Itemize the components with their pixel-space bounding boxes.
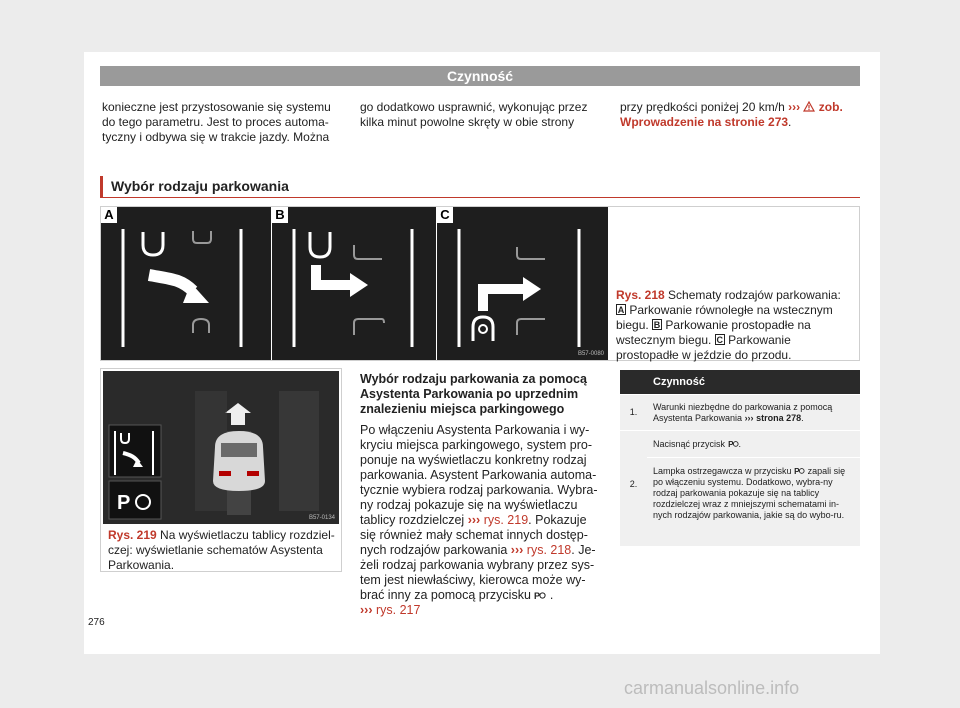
perpendicular-reverse-diagram (272, 207, 436, 360)
table-header-label: Czynność (653, 376, 705, 388)
warning-triangle-icon (803, 101, 815, 112)
step-number: 1. (629, 407, 638, 417)
key-a: A (617, 305, 625, 315)
caption-item-c: Parkowanie prostopadłe w jeździe do przodu. (616, 333, 792, 362)
panel-a (101, 207, 271, 360)
intro-end: . (788, 115, 792, 129)
steps-table (620, 370, 860, 546)
middle-paragraph (360, 423, 602, 618)
figure-219-code: B57-0134 (308, 515, 335, 521)
section-title: Wybór rodzaju parkowania (100, 176, 860, 198)
arrow-icon: ››› (360, 603, 373, 617)
parallel-parking-diagram (101, 207, 271, 360)
panel-b (272, 207, 436, 360)
panel-c (437, 207, 608, 360)
caption-item-a: Parkowanie równoległe na wstecznym biegu. (616, 303, 833, 332)
ref-219-link[interactable]: rys. 219 (483, 513, 529, 527)
intro-text: przy prędkości poniżej 20 km/h (620, 100, 785, 114)
panel-label-b: B (272, 207, 288, 223)
row2a (647, 431, 860, 457)
svg-text:P: P (794, 467, 800, 475)
table-row (620, 430, 860, 546)
row1-text: Warunki niezbędne do parkowania z pomocą Asystenta Parkowania (653, 401, 833, 423)
middle-text-1: Po włączeniu Asystenta Parkowania i wy-kryciu miejsca parkingowego, system pro-ponuje na wyświetlaczu konkretny rodzaj parkowania. Asystent Parkowania automa-tycznie wybiera rodzaj parkowania. Wybra-ny rodzaj pokazuje się na wyświetlaczu tablicy rozdzielczej (360, 423, 598, 527)
ref-217-link[interactable]: rys. 217 (375, 603, 421, 617)
arrow-icon: ››› (510, 543, 524, 557)
arrow-icon: ››› (467, 513, 481, 527)
arrow-icon: ››› (744, 412, 754, 423)
figure-219-caption (108, 528, 336, 573)
intro-column-2: go dodatkowo usprawnić, wykonując przez kilka minut powolne skręty w obie strony (360, 100, 588, 129)
middle-heading: Wybór rodzaju parkowania za pomocą Asystenta Parkowania po uprzednim znalezieniu miejsca parkingowego (360, 372, 587, 416)
figure-218-caption (616, 288, 854, 363)
row2b (647, 457, 860, 529)
table-row (620, 394, 860, 430)
intro-column-1: konieczne jest przystosowanie się systemu do tego parametru. Jest to proces automa-tyczny i odbywa się w trakcie jazdy. Można (102, 100, 331, 144)
watermark: carmanualsonline.info (624, 678, 800, 698)
row2a-end: . (738, 439, 742, 449)
key-c: C (716, 335, 723, 345)
caption-ref: Rys. 218 (616, 288, 665, 302)
intro-link[interactable]: zob. Wprowadzenie na stronie 273 (620, 100, 843, 129)
parking-button-icon (794, 466, 805, 475)
cluster-display-image (103, 371, 339, 524)
arrow-icon: ››› (788, 100, 801, 114)
caption-ref-219: Rys. 219 (108, 528, 157, 542)
middle-column (360, 372, 602, 618)
dashboard-display (103, 371, 339, 524)
svg-text:P: P (727, 440, 734, 448)
middle-text-3: . Je-żeli rodzaj parkowania wybrany przez sys-tem jest niewłaściwy, kierowca może wy-brać inny za pomocą przycisku (360, 543, 596, 602)
figure-code: B57-0080 (577, 351, 604, 357)
svg-text:P: P (117, 492, 131, 514)
svg-text:P: P (534, 591, 541, 600)
caption-item-b: Parkowanie prostopadłe na wstecznym biegu. (616, 318, 811, 347)
row1-end: . (801, 412, 804, 423)
row2a-text: Nacisnąć przycisk (653, 439, 726, 449)
caption-219-text: Na wyświetlaczu tablicy rozdziel-czej: wyświetlanie schematów Asystenta Parkowania. (108, 528, 335, 572)
caption-intro: Schematy rodzajów parkowania: (668, 288, 841, 302)
panel-label-c: C (437, 207, 453, 223)
table-header (620, 370, 860, 394)
parking-button-icon (728, 439, 739, 448)
perpendicular-forward-diagram (437, 207, 608, 360)
step-text (647, 431, 860, 546)
section-header: Czynność (100, 66, 860, 86)
parking-button-icon (534, 590, 546, 600)
row2b-pre: Lampka ostrzegawcza w przycisku (653, 466, 792, 476)
section-divider (100, 197, 860, 198)
step-number: 2. (629, 479, 638, 489)
key-b: B (653, 320, 661, 330)
intro-column-3 (620, 100, 860, 130)
middle-text-end: . (549, 588, 554, 602)
step-text (647, 402, 860, 424)
page-number: 276 (88, 617, 105, 628)
row2b-post: zapali się po włączeniu systemu. Dodatkowo, wybra-ny rodzaj parkowania pokazuje się na tablicy rozdzielczej wraz z mniejszymi schematami in-nych rodzajów parkowania, jakie są do wybo-ru. (653, 466, 846, 520)
ref-218-link[interactable]: rys. 218 (526, 543, 572, 557)
middle-text-2: . Pokazuje się również mały schemat innych dostęp-nych rodzajów parkowania (360, 513, 588, 557)
row1-link[interactable]: strona 278 (756, 412, 802, 423)
panel-label-a: A (101, 207, 117, 223)
